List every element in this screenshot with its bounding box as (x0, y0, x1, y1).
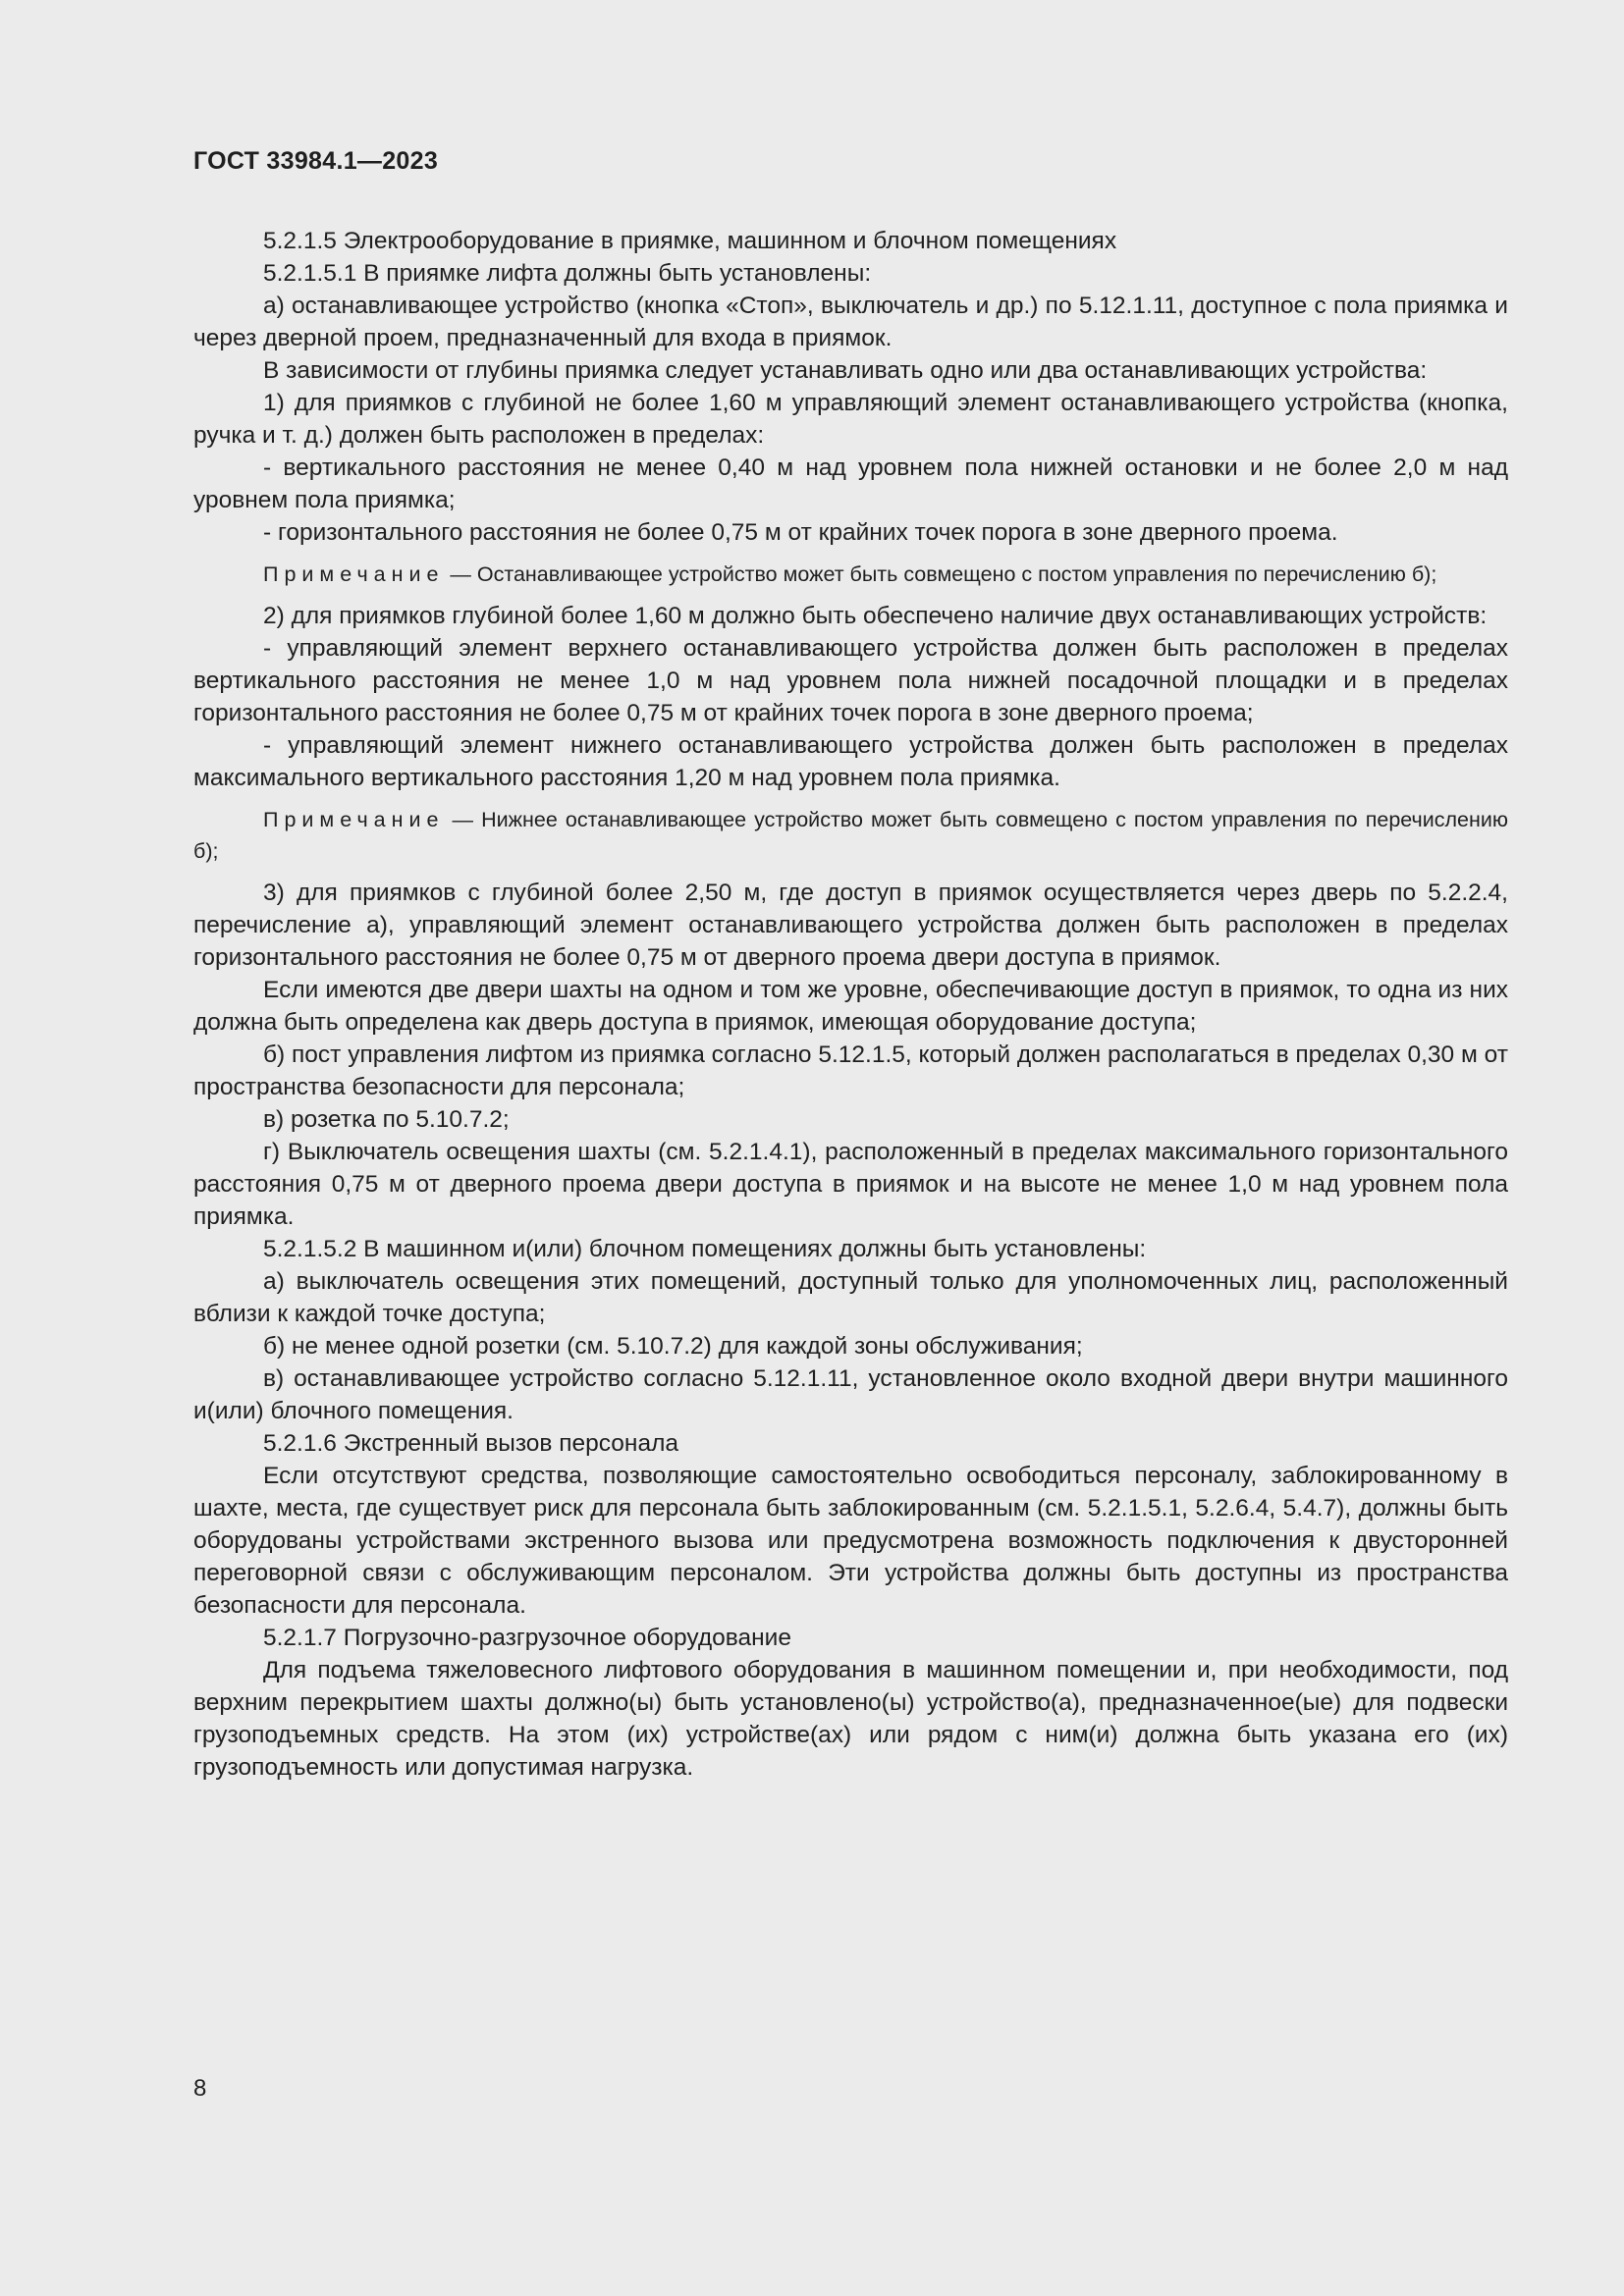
sub-item-horizontal-distance: - горизонтального расстояния не более 0,75 м от крайних точек порога в зоне дверного проема. (263, 519, 1338, 546)
paragraph-emergency-call: Если отсутствуют средства, позволяющие самостоятельно освободиться персоналу, заблокированному в шахте, места, где существует риск для персонала быть заблокированным (см. 5.2.1.5.1, 5.2.6.4, 5.4.7), должны быть оборудованы устройствами экстренного вызова или предусмотрена возможность подключения к двусторонней переговорной связи с обслуживающим персоналом. Эти устройства должны быть доступны из пространства безопасности для персонала. (193, 1463, 1508, 1619)
clause-5-2-1-5-1: 5.2.1.5.1 В приямке лифта должны быть установлены: (263, 260, 872, 287)
paragraph-two-shaft-doors: Если имеются две двери шахты на одном и том же уровне, обеспечивающие доступ в приямок, то одна из них должна быть определена как дверь доступа в приямок, имеющая оборудование доступа; (193, 977, 1508, 1036)
list-item-3-very-deep-pit: 3) для приямков с глубиной более 2,50 м, где доступ в приямок осуществляется через дверь по 5.2.2.4, перечисление а), управляющий элемент останавливающего устройства должен быть расположен в пределах горизонтального расстояния не более 0,75 м от дверного проема двери доступа в приямок. (193, 880, 1508, 971)
section-heading-5-2-1-7: 5.2.1.7 Погрузочно-разгрузочное оборудование (263, 1625, 791, 1651)
list-item-a-room-light-switch: а) выключатель освещения этих помещений, доступный только для уполномоченных лиц, расположенный вблизи к каждой точке доступа; (193, 1268, 1508, 1327)
list-item-v-socket: в) розетка по 5.10.7.2; (263, 1106, 510, 1133)
section-heading-5-2-1-6: 5.2.1.6 Экстренный вызов персонала (263, 1430, 678, 1457)
document-body (193, 225, 1508, 1784)
page-number: 8 (193, 2075, 207, 2102)
sub-item-upper-device: - управляющий элемент верхнего останавливающего устройства должен быть расположен в пределах вертикального расстояния не менее 1,0 м над уровнем пола нижней посадочной площадки и в пределах горизонтального расстояния не более 0,75 м от крайних точек порога в зоне дверного проема; (193, 635, 1508, 726)
note-2-label: Примечание (263, 808, 445, 831)
list-item-g-light-switch: г) Выключатель освещения шахты (см. 5.2.1.4.1), расположенный в пределах максимального горизонтального расстояния 0,75 м от дверного проема двери доступа в приямок и на высоте не менее 1,0 м над уровнем пола приямка. (193, 1139, 1508, 1230)
note-2-text: — Нижнее останавливающее устройство может быть совмещено с постом управления по перечислению б); (193, 808, 1508, 863)
sub-item-lower-device: - управляющий элемент нижнего останавливающего устройства должен быть расположен в пределах максимального вертикального расстояния 1,20 м над уровнем пола приямка. (193, 732, 1508, 791)
list-item-b-room-socket: б) не менее одной розетки (см. 5.10.7.2) для каждой зоны обслуживания; (263, 1333, 1083, 1360)
document-code-header: ГОСТ 33984.1—2023 (193, 147, 439, 175)
list-item-1-shallow-pit: 1) для приямков с глубиной не более 1,60 м управляющий элемент останавливающего устройства (кнопка, ручка и т. д.) должен быть расположен в пределах: (193, 390, 1508, 449)
note-1 (193, 559, 1508, 590)
note-1-label: Примечание (263, 562, 445, 586)
note-2 (193, 804, 1508, 867)
note-1-text: — Останавливающее устройство может быть совмещено с постом управления по перечислению б); (444, 562, 1437, 586)
list-item-v-room-stop-device: в) останавливающее устройство согласно 5.12.1.11, установленное около входной двери внутри машинного и(или) блочного помещения. (193, 1365, 1508, 1424)
clause-5-2-1-5-2: 5.2.1.5.2 В машинном и(или) блочном помещениях должны быть установлены: (263, 1236, 1147, 1262)
list-item-a-stop-device: а) останавливающее устройство (кнопка «Стоп», выключатель и др.) по 5.12.1.11, доступное с пола приямка и через дверной проем, предназначенный для входа в приямок. (193, 293, 1508, 351)
paragraph-lifting-equipment: Для подъема тяжеловесного лифтового оборудования в машинном помещении и, при необходимости, под верхним перекрытием шахты должно(ы) быть установлено(ы) устройство(а), предназначенное(ые) для подвески грузоподъемных средств. На этом (их) устройстве(ах) или рядом с ним(и) должна быть указана его (их) грузоподъемность или допустимая нагрузка. (193, 1657, 1508, 1781)
section-heading-5-2-1-5: 5.2.1.5 Электрооборудование в приямке, машинном и блочном помещениях (263, 228, 1117, 254)
list-item-2-deep-pit: 2) для приямков глубиной более 1,60 м должно быть обеспечено наличие двух останавливающих устройств: (263, 603, 1488, 629)
list-item-b-control-station: б) пост управления лифтом из приямка согласно 5.12.1.5, который должен располагаться в пределах 0,30 м от пространства безопасности для персонала; (193, 1041, 1508, 1100)
paragraph-depth-dependency: В зависимости от глубины приямка следует устанавливать одно или два останавливающих устройства: (263, 357, 1428, 384)
sub-item-vertical-distance: - вертикального расстояния не менее 0,40 м над уровнем пола нижней остановки и не более 2,0 м над уровнем пола приямка; (193, 454, 1508, 513)
